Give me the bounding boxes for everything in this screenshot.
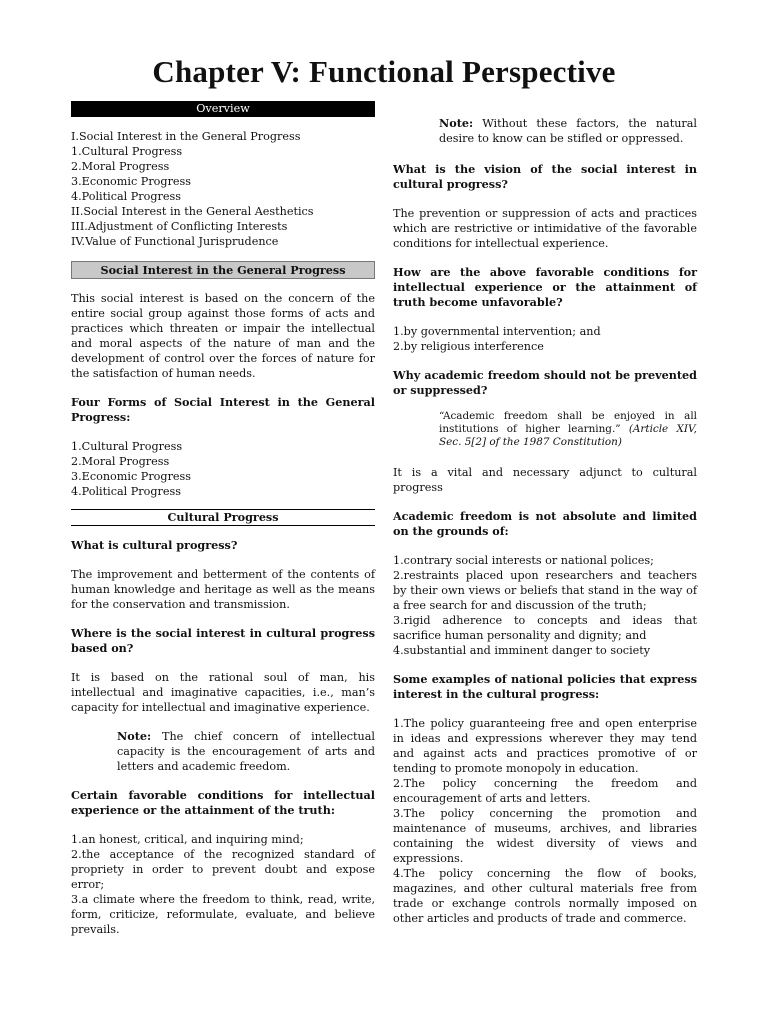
note-without-factors xyxy=(439,116,697,146)
conditions-list xyxy=(71,832,375,937)
list-item: 1.Cultural Progress xyxy=(71,145,183,158)
left-column xyxy=(71,100,375,937)
question-national-policies: Some examples of national policies that express interest in the cultural progress: xyxy=(393,672,697,701)
question-academic-freedom: Why academic freedom should not be prevented or suppressed? xyxy=(393,368,697,397)
list-item: 4.substantial and imminent danger to society xyxy=(393,644,651,657)
list-item: 1.Cultural Progress xyxy=(71,440,183,453)
four-forms-list xyxy=(71,439,375,499)
note-text: Without these factors, the natural desire to know can be stifled or oppressed. xyxy=(439,117,697,145)
answer-academic-freedom: It is a vital and necessary adjunct to cultural progress xyxy=(393,466,697,494)
unfavorable-list xyxy=(393,324,697,354)
list-item: 4.The policy concerning the flow of books, magazines, and other cultural materials free from trade or exchange controls normally imposed on other articles and products of trade and commerce. xyxy=(393,867,697,925)
note-text: The chief concern of intellectual capacity is the encouragement of arts and letters and academic freedom. xyxy=(117,730,375,773)
constitution-quote xyxy=(439,410,697,449)
policies-list xyxy=(393,716,697,926)
list-item: 3.Economic Progress xyxy=(71,470,192,483)
right-column xyxy=(393,116,697,926)
grounds-list xyxy=(393,553,697,658)
list-item: III.Adjustment of Conflicting Interests xyxy=(71,220,288,233)
note-label: Note: xyxy=(439,116,474,130)
list-item: 1.contrary social interests or national polices; xyxy=(393,554,654,567)
list-item: 3.Economic Progress xyxy=(71,175,192,188)
general-progress-intro: This social interest is based on the concern of the entire social group against those forms of acts and practices which threaten or impair the intellectual and moral aspects of the nature of man and the development of control over the forces of nature for the satisfaction of human needs. xyxy=(71,292,375,380)
list-item: 2.Moral Progress xyxy=(71,160,170,173)
note-chief-concern xyxy=(117,729,375,774)
overview-heading: Overview xyxy=(71,101,375,117)
note-label: Note: xyxy=(117,729,152,743)
question-unfavorable: How are the above favorable conditions for intellectual experience or the attainment of truth become unfavorable? xyxy=(393,265,697,309)
question-limits: Academic freedom is not absolute and limited on the grounds of: xyxy=(393,509,697,538)
list-item: II.Social Interest in the General Aesthetics xyxy=(71,205,314,218)
quote-citation: (Article XIV, Sec. 5[2] of the 1987 Constitution) xyxy=(439,423,697,448)
question-what-is-cultural-progress: What is cultural progress? xyxy=(71,538,238,552)
question-favorable-conditions: Certain favorable conditions for intellectual experience or the attainment of the truth: xyxy=(71,788,375,817)
list-item: 3.a climate where the freedom to think, read, write, form, criticize, reformulate, evaluate, and believe prevails. xyxy=(71,893,375,936)
quote-text: “Academic freedom shall be enjoyed in all institutions of higher learning.” xyxy=(439,410,697,435)
list-item: 2.by religious interference xyxy=(393,340,544,353)
answer-cultural-progress: The improvement and betterment of the contents of human knowledge and heritage as well as the means for the conservation and transmission. xyxy=(71,568,375,611)
page-title: Chapter V: Functional Perspective xyxy=(152,54,616,89)
list-item: 1.by governmental intervention; and xyxy=(393,325,601,338)
question-vision: What is the vision of the social interest in cultural progress? xyxy=(393,162,697,191)
list-item: 2.Moral Progress xyxy=(71,455,170,468)
list-item: 2.restraints placed upon researchers and teachers by their own views or beliefs that stand in the way of a free search for and discussion of the truth; xyxy=(393,569,697,612)
list-item: IV.Value of Functional Jurisprudence xyxy=(71,235,279,248)
list-item: 1.an honest, critical, and inquiring mind; xyxy=(71,833,304,846)
overview-list xyxy=(71,129,375,249)
question-social-interest-basis: Where is the social interest in cultural progress based on? xyxy=(71,626,375,655)
cultural-progress-heading: Cultural Progress xyxy=(71,509,375,526)
list-item: 3.rigid adherence to concepts and ideas that sacrifice human personality and dignity; and xyxy=(393,614,697,642)
list-item: 2.the acceptance of the recognized standard of propriety in order to prevent doubt and expose error; xyxy=(71,848,375,891)
answer-social-interest-basis: It is based on the rational soul of man, his intellectual and imaginative capacities, i.e., man’s capacity for intellectual and imaginative experience. xyxy=(71,671,375,714)
four-forms-question: Four Forms of Social Interest in the General Progress: xyxy=(71,395,375,424)
answer-vision: The prevention or suppression of acts and practices which are restrictive or intimidative of the favorable conditions for intellectual experience. xyxy=(393,207,697,250)
list-item: I.Social Interest in the General Progress xyxy=(71,130,301,143)
list-item: 2.The policy concerning the freedom and encouragement of arts and letters. xyxy=(393,777,697,805)
list-item: 4.Political Progress xyxy=(71,190,182,203)
general-progress-heading: Social Interest in the General Progress xyxy=(71,261,375,279)
list-item: 3.The policy concerning the promotion and maintenance of museums, archives, and libraries containing the widest diversity of views and expressions. xyxy=(393,807,697,865)
list-item: 4.Political Progress xyxy=(71,485,182,498)
list-item: 1.The policy guaranteeing free and open enterprise in ideas and expressions wherever they may tend and against acts and practices promotive of or tending to promote monopoly in education. xyxy=(393,717,697,775)
